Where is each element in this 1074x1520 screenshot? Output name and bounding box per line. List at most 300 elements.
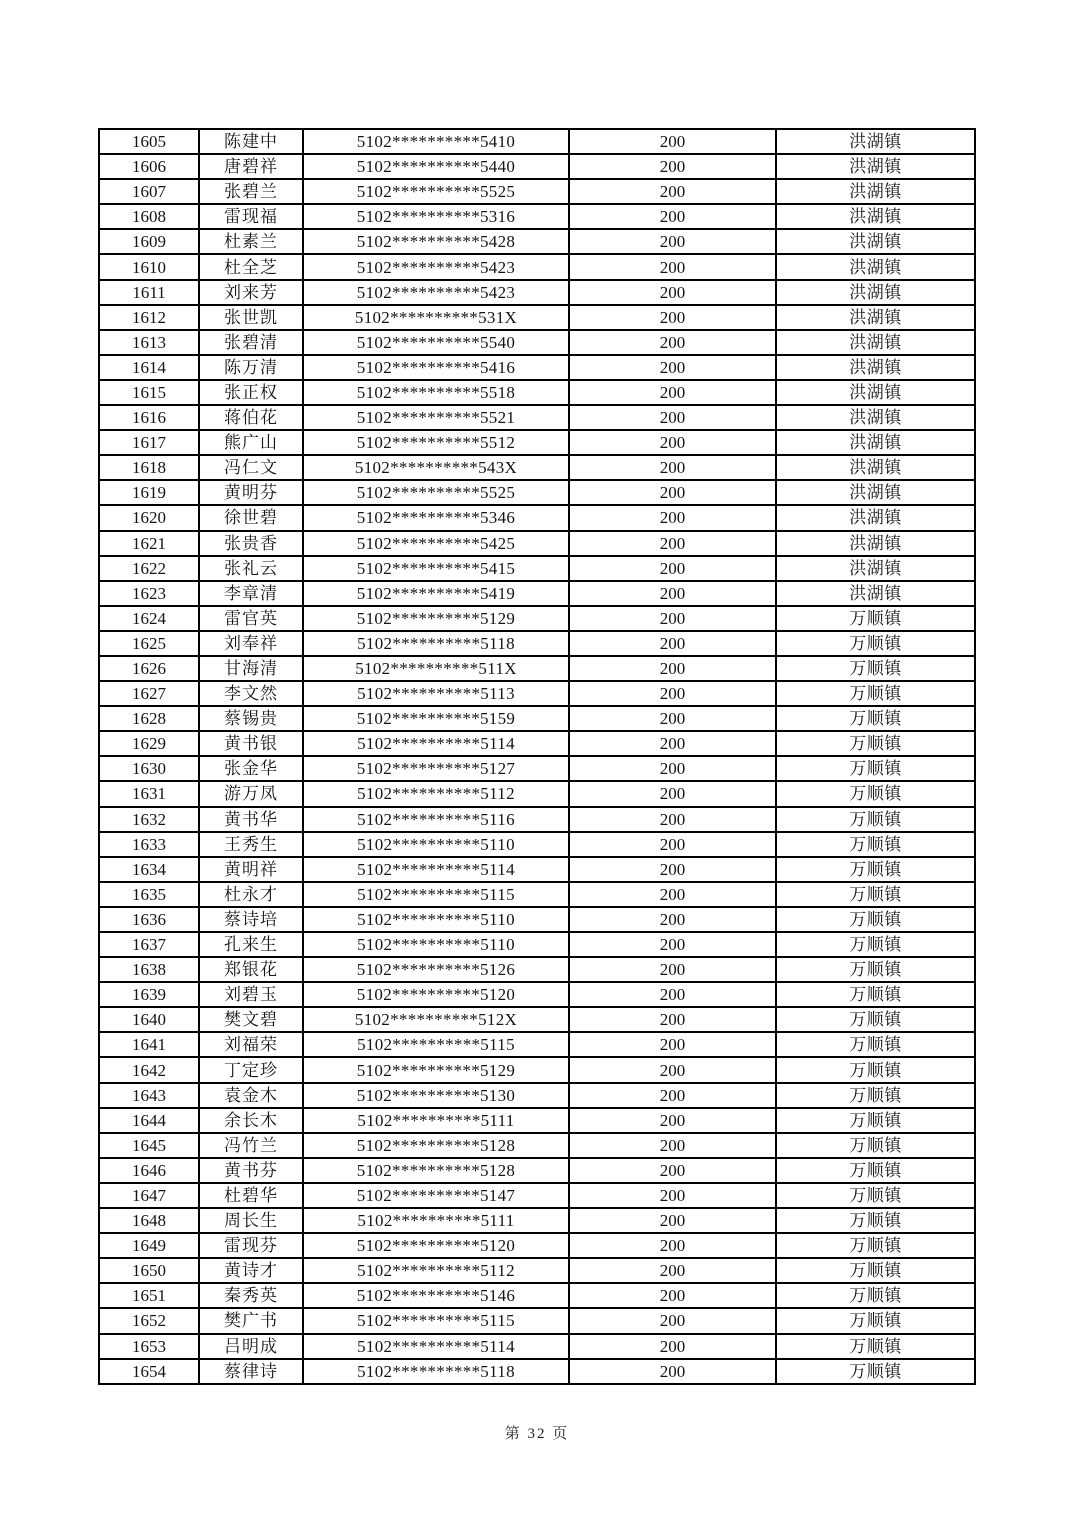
cell-amount: 200 [569,1108,776,1133]
cell-amount: 200 [569,631,776,656]
cell-town: 洪湖镇 [776,531,975,556]
cell-town: 万顺镇 [776,681,975,706]
cell-town: 洪湖镇 [776,556,975,581]
cell-town: 洪湖镇 [776,154,975,179]
cell-id: 5102**********5113 [303,681,569,706]
cell-name: 冯仁文 [199,455,303,480]
cell-name: 樊广书 [199,1308,303,1333]
cell-seq: 1633 [99,832,199,857]
cell-town: 洪湖镇 [776,581,975,606]
table-row [99,480,975,505]
table-row [99,907,975,932]
cell-id: 5102**********5112 [303,1258,569,1283]
cell-town: 万顺镇 [776,807,975,832]
cell-amount: 200 [569,857,776,882]
cell-name: 杜全芝 [199,254,303,279]
cell-name: 刘奉祥 [199,631,303,656]
table-row [99,154,975,179]
cell-town: 万顺镇 [776,1283,975,1308]
table-row [99,330,975,355]
cell-id: 5102**********5525 [303,179,569,204]
table-row [99,1083,975,1108]
cell-town: 万顺镇 [776,1057,975,1082]
cell-name: 蔡律诗 [199,1359,303,1384]
cell-seq: 1630 [99,756,199,781]
cell-amount: 200 [569,455,776,480]
table-row [99,1133,975,1158]
cell-amount: 200 [569,1057,776,1082]
table-row [99,229,975,254]
table-row [99,1183,975,1208]
table-row [99,606,975,631]
cell-name: 李文然 [199,681,303,706]
table-row [99,731,975,756]
cell-name: 张正权 [199,380,303,405]
cell-seq: 1625 [99,631,199,656]
cell-seq: 1638 [99,957,199,982]
cell-seq: 1639 [99,982,199,1007]
cell-seq: 1635 [99,882,199,907]
cell-amount: 200 [569,505,776,530]
table-row [99,706,975,731]
cell-amount: 200 [569,731,776,756]
table-row [99,857,975,882]
table-row [99,1308,975,1333]
cell-seq: 1611 [99,280,199,305]
cell-id: 5102**********5114 [303,857,569,882]
cell-name: 刘碧玉 [199,982,303,1007]
cell-town: 万顺镇 [776,1007,975,1032]
cell-seq: 1614 [99,355,199,380]
cell-seq: 1608 [99,204,199,229]
table-row [99,957,975,982]
cell-id: 5102**********5416 [303,355,569,380]
cell-id: 5102**********5120 [303,1233,569,1258]
cell-id: 5102**********5415 [303,556,569,581]
table-row [99,781,975,806]
cell-amount: 200 [569,781,776,806]
table-row [99,832,975,857]
table-row [99,280,975,305]
cell-town: 万顺镇 [776,1208,975,1233]
cell-name: 孔来生 [199,932,303,957]
table-row [99,1108,975,1133]
cell-amount: 200 [569,982,776,1007]
cell-town: 万顺镇 [776,706,975,731]
table-row [99,1208,975,1233]
table-row [99,355,975,380]
cell-id: 5102**********5146 [303,1283,569,1308]
cell-amount: 200 [569,832,776,857]
table-row [99,982,975,1007]
table-row [99,1007,975,1032]
cell-seq: 1605 [99,129,199,154]
cell-seq: 1647 [99,1183,199,1208]
cell-seq: 1653 [99,1334,199,1359]
cell-amount: 200 [569,882,776,907]
cell-town: 洪湖镇 [776,330,975,355]
cell-seq: 1615 [99,380,199,405]
table-row [99,531,975,556]
cell-amount: 200 [569,480,776,505]
cell-name: 郑银花 [199,957,303,982]
cell-seq: 1634 [99,857,199,882]
cell-name: 黄诗才 [199,1258,303,1283]
cell-amount: 200 [569,254,776,279]
cell-name: 雷现福 [199,204,303,229]
cell-name: 秦秀英 [199,1283,303,1308]
cell-town: 洪湖镇 [776,480,975,505]
cell-town: 洪湖镇 [776,204,975,229]
cell-name: 黄书芬 [199,1158,303,1183]
cell-town: 洪湖镇 [776,229,975,254]
cell-town: 万顺镇 [776,857,975,882]
cell-seq: 1640 [99,1007,199,1032]
cell-id: 5102**********5114 [303,1334,569,1359]
cell-seq: 1618 [99,455,199,480]
cell-amount: 200 [569,1258,776,1283]
cell-amount: 200 [569,405,776,430]
cell-town: 万顺镇 [776,1258,975,1283]
cell-amount: 200 [569,1007,776,1032]
cell-name: 雷官英 [199,606,303,631]
cell-name: 陈万清 [199,355,303,380]
cell-amount: 200 [569,756,776,781]
cell-name: 黄书银 [199,731,303,756]
cell-id: 5102**********5112 [303,781,569,806]
cell-town: 洪湖镇 [776,430,975,455]
table-row [99,430,975,455]
cell-town: 洪湖镇 [776,254,975,279]
table-row [99,1057,975,1082]
cell-amount: 200 [569,681,776,706]
table-row [99,882,975,907]
cell-id: 5102**********5423 [303,254,569,279]
cell-amount: 200 [569,1183,776,1208]
cell-seq: 1637 [99,932,199,957]
cell-seq: 1652 [99,1308,199,1333]
cell-seq: 1616 [99,405,199,430]
cell-name: 冯竹兰 [199,1133,303,1158]
cell-seq: 1646 [99,1158,199,1183]
cell-seq: 1621 [99,531,199,556]
cell-seq: 1651 [99,1283,199,1308]
cell-amount: 200 [569,807,776,832]
cell-id: 5102**********5115 [303,1308,569,1333]
cell-id: 5102**********5440 [303,154,569,179]
cell-seq: 1648 [99,1208,199,1233]
cell-id: 5102**********5428 [303,229,569,254]
cell-id: 5102**********5110 [303,932,569,957]
cell-amount: 200 [569,1308,776,1333]
cell-name: 吕明成 [199,1334,303,1359]
cell-seq: 1607 [99,179,199,204]
table-row [99,807,975,832]
cell-id: 5102**********5346 [303,505,569,530]
cell-amount: 200 [569,1359,776,1384]
cell-seq: 1617 [99,430,199,455]
cell-id: 5102**********5147 [303,1183,569,1208]
cell-name: 黄明芬 [199,480,303,505]
cell-name: 王秀生 [199,832,303,857]
cell-seq: 1610 [99,254,199,279]
cell-name: 张碧清 [199,330,303,355]
cell-name: 黄书华 [199,807,303,832]
cell-seq: 1609 [99,229,199,254]
cell-name: 刘福荣 [199,1032,303,1057]
table-row [99,1283,975,1308]
cell-amount: 200 [569,1283,776,1308]
cell-seq: 1654 [99,1359,199,1384]
cell-seq: 1622 [99,556,199,581]
cell-town: 洪湖镇 [776,179,975,204]
cell-id: 5102**********5316 [303,204,569,229]
cell-amount: 200 [569,1032,776,1057]
cell-amount: 200 [569,656,776,681]
table-row [99,305,975,330]
cell-town: 万顺镇 [776,606,975,631]
cell-town: 万顺镇 [776,1032,975,1057]
table-body [99,129,975,1384]
cell-name: 熊广山 [199,430,303,455]
table-row [99,1359,975,1384]
cell-town: 万顺镇 [776,1108,975,1133]
cell-id: 5102**********512X [303,1007,569,1032]
cell-id: 5102**********5521 [303,405,569,430]
cell-amount: 200 [569,154,776,179]
cell-town: 洪湖镇 [776,505,975,530]
cell-id: 5102**********5127 [303,756,569,781]
cell-name: 张世凯 [199,305,303,330]
cell-id: 5102**********5111 [303,1208,569,1233]
cell-seq: 1624 [99,606,199,631]
cell-town: 万顺镇 [776,1183,975,1208]
cell-id: 5102**********5410 [303,129,569,154]
cell-town: 万顺镇 [776,1334,975,1359]
cell-town: 万顺镇 [776,882,975,907]
cell-amount: 200 [569,1083,776,1108]
cell-amount: 200 [569,229,776,254]
cell-id: 5102**********5115 [303,882,569,907]
cell-town: 万顺镇 [776,832,975,857]
cell-id: 5102**********5126 [303,957,569,982]
cell-name: 樊文碧 [199,1007,303,1032]
cell-amount: 200 [569,531,776,556]
table-row [99,756,975,781]
cell-amount: 200 [569,907,776,932]
cell-seq: 1649 [99,1233,199,1258]
cell-name: 张金华 [199,756,303,781]
cell-id: 5102**********5518 [303,380,569,405]
cell-seq: 1642 [99,1057,199,1082]
cell-seq: 1645 [99,1133,199,1158]
table-row [99,204,975,229]
cell-town: 万顺镇 [776,957,975,982]
cell-name: 杜素兰 [199,229,303,254]
cell-town: 万顺镇 [776,1359,975,1384]
cell-seq: 1623 [99,581,199,606]
cell-id: 5102**********5425 [303,531,569,556]
cell-town: 万顺镇 [776,1083,975,1108]
cell-name: 蔡锡贵 [199,706,303,731]
cell-amount: 200 [569,556,776,581]
cell-seq: 1628 [99,706,199,731]
cell-town: 洪湖镇 [776,355,975,380]
cell-id: 5102**********5129 [303,1057,569,1082]
cell-name: 徐世碧 [199,505,303,530]
cell-town: 万顺镇 [776,907,975,932]
cell-name: 张碧兰 [199,179,303,204]
cell-amount: 200 [569,1208,776,1233]
table-row [99,405,975,430]
table-row [99,1158,975,1183]
cell-id: 5102**********5118 [303,631,569,656]
cell-amount: 200 [569,1133,776,1158]
cell-amount: 200 [569,606,776,631]
cell-seq: 1644 [99,1108,199,1133]
cell-id: 5102**********5512 [303,430,569,455]
cell-seq: 1612 [99,305,199,330]
cell-name: 唐碧祥 [199,154,303,179]
cell-name: 游万凤 [199,781,303,806]
cell-amount: 200 [569,1233,776,1258]
cell-town: 洪湖镇 [776,380,975,405]
cell-town: 洪湖镇 [776,129,975,154]
cell-id: 5102**********511X [303,656,569,681]
table-row [99,681,975,706]
cell-seq: 1620 [99,505,199,530]
cell-id: 5102**********5419 [303,581,569,606]
cell-amount: 200 [569,179,776,204]
cell-id: 5102**********5128 [303,1158,569,1183]
table-row [99,556,975,581]
cell-id: 5102**********5129 [303,606,569,631]
cell-town: 洪湖镇 [776,455,975,480]
cell-id: 5102**********5423 [303,280,569,305]
cell-id: 5102**********5116 [303,807,569,832]
cell-name: 张贵香 [199,531,303,556]
cell-seq: 1629 [99,731,199,756]
cell-town: 万顺镇 [776,982,975,1007]
cell-name: 蔡诗培 [199,907,303,932]
cell-seq: 1619 [99,480,199,505]
cell-amount: 200 [569,305,776,330]
cell-town: 万顺镇 [776,1158,975,1183]
beneficiary-table [98,128,976,1385]
cell-name: 雷现芬 [199,1233,303,1258]
cell-town: 万顺镇 [776,656,975,681]
cell-seq: 1643 [99,1083,199,1108]
table-row [99,932,975,957]
cell-id: 5102**********5114 [303,731,569,756]
cell-town: 洪湖镇 [776,305,975,330]
cell-name: 蒋伯花 [199,405,303,430]
cell-id: 5102**********5120 [303,982,569,1007]
cell-name: 李章清 [199,581,303,606]
cell-id: 5102**********5525 [303,480,569,505]
table-row [99,380,975,405]
table-row [99,581,975,606]
table-row [99,254,975,279]
cell-town: 万顺镇 [776,1133,975,1158]
page-number: 第 32 页 [504,1426,570,1442]
cell-name: 丁定珍 [199,1057,303,1082]
cell-name: 刘来芳 [199,280,303,305]
cell-amount: 200 [569,1158,776,1183]
cell-name: 黄明祥 [199,857,303,882]
cell-amount: 200 [569,430,776,455]
table-row [99,1032,975,1057]
cell-id: 5102**********5115 [303,1032,569,1057]
table-row [99,1334,975,1359]
cell-amount: 200 [569,355,776,380]
cell-amount: 200 [569,330,776,355]
cell-id: 5102**********5128 [303,1133,569,1158]
cell-amount: 200 [569,1334,776,1359]
cell-seq: 1632 [99,807,199,832]
table-row [99,455,975,480]
cell-amount: 200 [569,706,776,731]
cell-town: 万顺镇 [776,731,975,756]
table-row [99,129,975,154]
table-row [99,656,975,681]
cell-id: 5102**********5110 [303,832,569,857]
cell-town: 万顺镇 [776,631,975,656]
cell-seq: 1626 [99,656,199,681]
cell-id: 5102**********5130 [303,1083,569,1108]
cell-amount: 200 [569,957,776,982]
cell-town: 洪湖镇 [776,280,975,305]
cell-name: 周长生 [199,1208,303,1233]
cell-id: 5102**********531X [303,305,569,330]
table-row [99,1258,975,1283]
cell-seq: 1627 [99,681,199,706]
cell-seq: 1650 [99,1258,199,1283]
cell-town: 万顺镇 [776,1233,975,1258]
cell-id: 5102**********543X [303,455,569,480]
cell-seq: 1636 [99,907,199,932]
table-row [99,179,975,204]
cell-name: 杜碧华 [199,1183,303,1208]
cell-name: 张礼云 [199,556,303,581]
cell-seq: 1631 [99,781,199,806]
table-row [99,1233,975,1258]
cell-town: 万顺镇 [776,1308,975,1333]
cell-id: 5102**********5118 [303,1359,569,1384]
cell-amount: 200 [569,380,776,405]
cell-town: 洪湖镇 [776,405,975,430]
cell-id: 5102**********5540 [303,330,569,355]
cell-seq: 1641 [99,1032,199,1057]
cell-name: 余长木 [199,1108,303,1133]
cell-amount: 200 [569,204,776,229]
cell-seq: 1606 [99,154,199,179]
table-row [99,505,975,530]
cell-name: 甘海清 [199,656,303,681]
cell-amount: 200 [569,129,776,154]
cell-town: 万顺镇 [776,932,975,957]
cell-name: 袁金木 [199,1083,303,1108]
cell-amount: 200 [569,932,776,957]
cell-name: 杜永才 [199,882,303,907]
cell-amount: 200 [569,280,776,305]
cell-town: 万顺镇 [776,756,975,781]
cell-id: 5102**********5110 [303,907,569,932]
cell-id: 5102**********5159 [303,706,569,731]
cell-seq: 1613 [99,330,199,355]
cell-name: 陈建中 [199,129,303,154]
cell-amount: 200 [569,581,776,606]
